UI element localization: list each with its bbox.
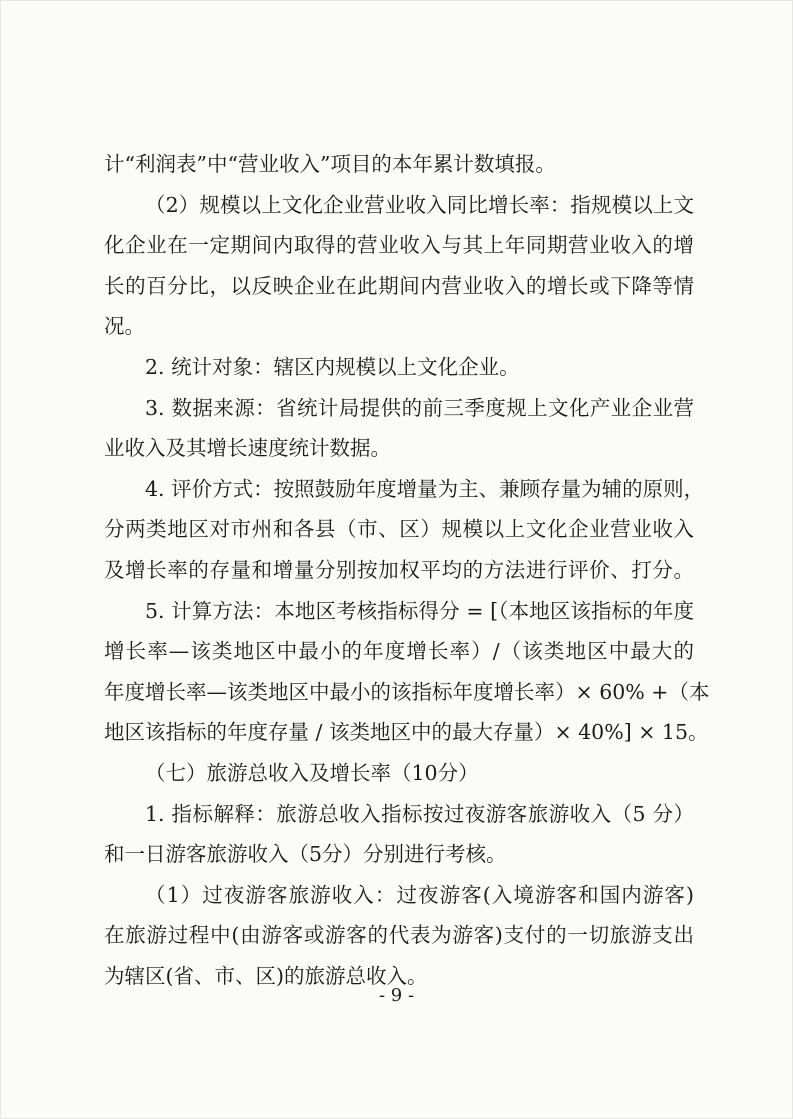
text-line: 4. 评价方式：按照鼓励年度增量为主、兼顾存量为辅的原则， bbox=[145, 476, 705, 501]
text-line: 地区该指标的年度存量 / 该类地区中的最大存量）× 40%] × 15。 bbox=[104, 720, 709, 745]
text-line: 和一日游客旅游收入（5分）分别进行考核。 bbox=[104, 842, 507, 867]
text-line: 计“利润表”中“营业收入”项目的本年累计数填报。 bbox=[104, 152, 556, 176]
text-line: 及增长率的存量和增量分别按加权平均的方法进行评价、打分。 bbox=[104, 557, 694, 582]
text-line: 况。 bbox=[104, 314, 145, 339]
text-line: （2）规模以上文化企业营业收入同比增长率：指规模以上文 bbox=[145, 192, 694, 217]
text-line: 在旅游过程中(由游客或游客的代表为游客)支付的一切旅游支出 bbox=[104, 923, 694, 948]
text-line: 1. 指标解释：旅游总收入指标按过夜游客旅游收入（5 分） bbox=[145, 801, 694, 826]
text-line: 年度增长率—该类地区中最小的该指标年度增长率）× 60% +（本 bbox=[104, 679, 710, 704]
text-line: 业收入及其增长速度统计数据。 bbox=[104, 436, 391, 461]
text-line: 为辖区(省、市、区)的旅游总收入。 bbox=[104, 963, 428, 988]
text-line: 分两类地区对市州和各县（市、区）规模以上文化企业营业收入 bbox=[104, 517, 694, 542]
text-line: 5. 计算方法：本地区考核指标得分 = [（本地区该指标的年度 bbox=[145, 598, 694, 623]
text-line: 长的百分比，以反映企业在此期间内营业收入的增长或下降等情 bbox=[104, 273, 694, 298]
text-line: （1）过夜游客旅游收入：过夜游客(入境游客和国内游客) bbox=[145, 882, 694, 907]
text-line: 增长率—该类地区中最小的年度增长率）/（该类地区中最大的 bbox=[104, 639, 694, 664]
text-line: 2. 统计对象：辖区内规模以上文化企业。 bbox=[145, 354, 520, 379]
page-number: - 9 - bbox=[378, 985, 415, 1006]
text-line: 化企业在一定期间内取得的营业收入与其上年同期营业收入的增 bbox=[104, 233, 694, 258]
body-text bbox=[104, 144, 710, 996]
text-line: （七）旅游总收入及增长率（10分） bbox=[145, 760, 479, 785]
text-line: 3. 数据来源：省统计局提供的前三季度规上文化产业企业营 bbox=[145, 395, 694, 420]
